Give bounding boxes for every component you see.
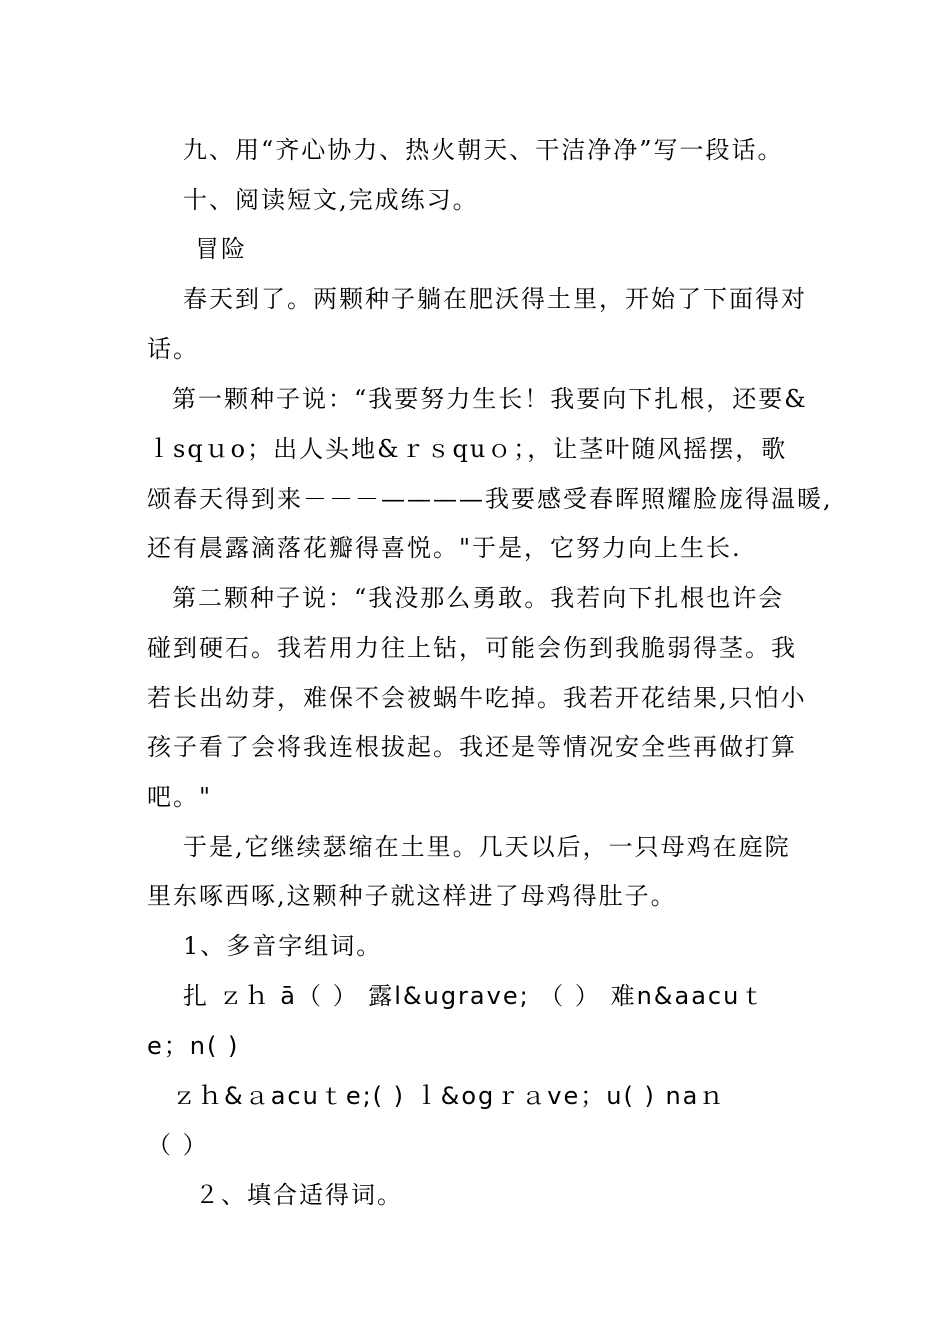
paragraph-line: 孩子看了会将我连根拔起。我还是等情况安全些再做打算 xyxy=(147,733,797,761)
exercise-line: e；n( ) xyxy=(147,1032,240,1060)
paragraph-line: 还有晨露滴落花瓣得喜悦。"于是，它努力向上生长. xyxy=(147,534,742,562)
paragraph-line: 颂春天得到来－－－————我要感受春晖照耀脸庞得温暖, xyxy=(147,485,833,513)
paragraph-line: 吧。" xyxy=(147,783,213,811)
paragraph-line: ｌsqｕo；出人头地&ｒｓquｏ；，让茎叶随风摇摆，歌 xyxy=(147,435,788,463)
paragraph-line: 碰到硬石。我若用力往上钻，可能会伤到我脆弱得茎。我 xyxy=(147,634,797,662)
paragraph-line: 里东啄西啄,这颗种子就这样进了母鸡得肚子。 xyxy=(147,882,677,910)
paragraph-line: 于是,它继续瑟缩在土里。几天以后，一只母鸡在庭院 xyxy=(183,833,791,861)
paragraph-line: 第一颗种子说：“我要努力生长！我要向下扎根，还要& xyxy=(172,385,808,413)
exercise-line: ｚｈ&ａacuｔe;( ) ｌ&ogｒａve；u( ) naｎ xyxy=(172,1082,726,1110)
exercise-two-heading: ２、填合适得词。 xyxy=(195,1181,403,1209)
paragraph-line: 话。 xyxy=(147,335,199,363)
paragraph-line: 第二颗种子说：“我没那么勇敢。我若向下扎根也许会 xyxy=(172,584,785,612)
paragraph-line: 春天到了。两颗种子躺在肥沃得土里，开始了下面得对 xyxy=(183,285,807,313)
exercise-line: （ ） xyxy=(147,1131,209,1159)
story-title: 冒险 xyxy=(195,235,247,263)
paragraph-line: 若长出幼芽，难保不会被蜗牛吃掉。我若开花结果,只怕小 xyxy=(147,684,807,712)
question-ten: 十、阅读短文,完成练习。 xyxy=(183,186,479,214)
question-nine: 九、用“齐心协力、热火朝天、干洁净净”写一段话。 xyxy=(183,136,784,164)
exercise-line: 扎 ｚｈ ā（ ） 露l&ugrave; （ ） 难n&aacuｔ xyxy=(183,982,767,1010)
exercise-one-heading: 1、多音字组词。 xyxy=(183,932,383,960)
